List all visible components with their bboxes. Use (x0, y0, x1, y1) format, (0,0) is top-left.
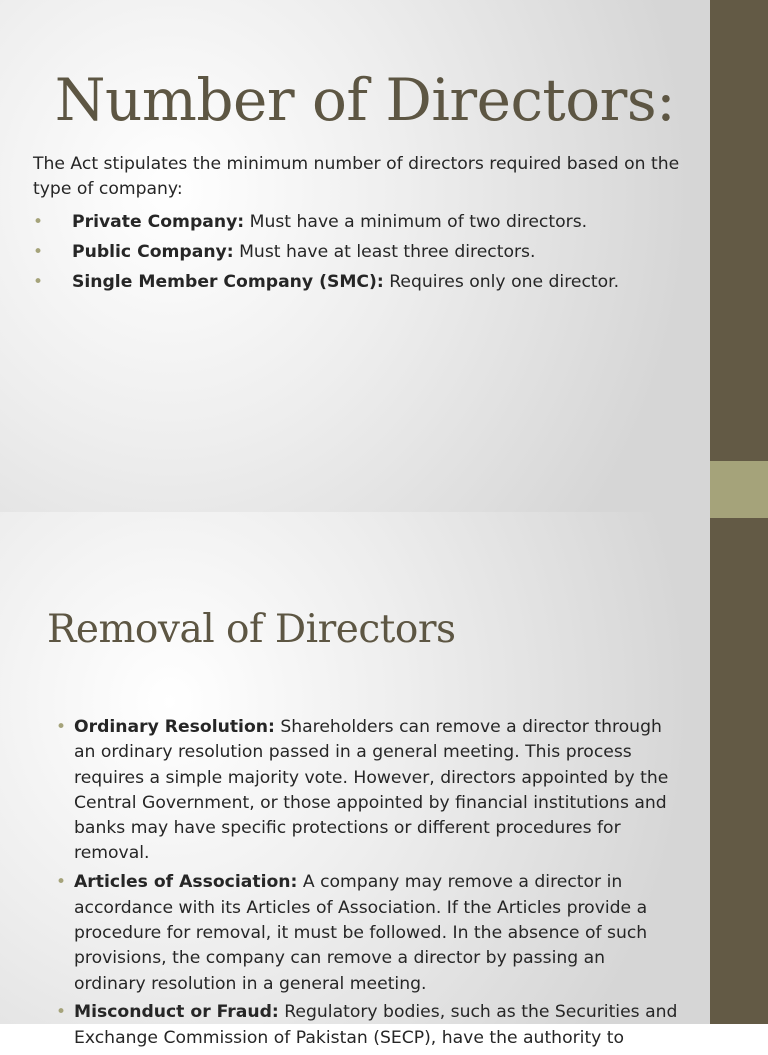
item-label: Ordinary Resolution: (74, 717, 275, 737)
sidebar-accent-block (710, 461, 768, 518)
director-count-list (33, 207, 703, 297)
item-label: Misconduct or Fraud: (74, 1002, 279, 1023)
removal-methods-list (56, 715, 681, 1055)
slide-title: Removal of Directors (47, 607, 456, 652)
list-item (33, 237, 703, 267)
bullet-icon: • (33, 272, 44, 292)
slide-title: Number of Directors: (54, 66, 676, 134)
item-text: Requires only one director. (383, 272, 620, 292)
bullet-icon: • (56, 872, 67, 893)
list-item (33, 267, 703, 297)
bullet-icon: • (56, 1002, 67, 1023)
item-text: Must have at least three directors. (233, 242, 536, 262)
intro-paragraph: The Act stipulates the minimum number of directors required based on the type of company: (33, 154, 680, 199)
item-label: Articles of Association: (74, 872, 298, 893)
item-label: Private Company: (72, 212, 245, 232)
bullet-icon: • (33, 242, 44, 262)
slide-removal-of-directors (0, 512, 768, 1048)
item-text: Shareholders can remove a director through an ordinary resolution passed in a general meeting. This process requires a simple majority vote. However, directors appointed by the Central Government, or those appointed by financial institutions and banks may have specific protections or different procedures for removal. (74, 717, 669, 864)
item-label: Single Member Company (SMC): (72, 272, 384, 292)
item-text: Regulatory bodies, such as the Securities and Exchange Commission of Pakistan (SECP), have the authority to (74, 1002, 678, 1048)
list-item (56, 715, 681, 867)
item-text: A company may remove a director in accordance with its Articles of Association. If the Articles provide a procedure for removal, it must be followed. In the absence of such provisions, the company can remove a director by passing an ordinary resolution in a general meeting. (74, 872, 648, 994)
slide-number-of-directors (0, 0, 768, 512)
list-item (56, 870, 681, 996)
item-label: Public Company: (72, 242, 234, 262)
bullet-icon: • (56, 717, 67, 737)
list-item (33, 207, 703, 237)
bullet-icon: • (33, 212, 44, 232)
list-item (56, 1000, 681, 1051)
item-text: Must have a minimum of two directors. (244, 212, 588, 232)
